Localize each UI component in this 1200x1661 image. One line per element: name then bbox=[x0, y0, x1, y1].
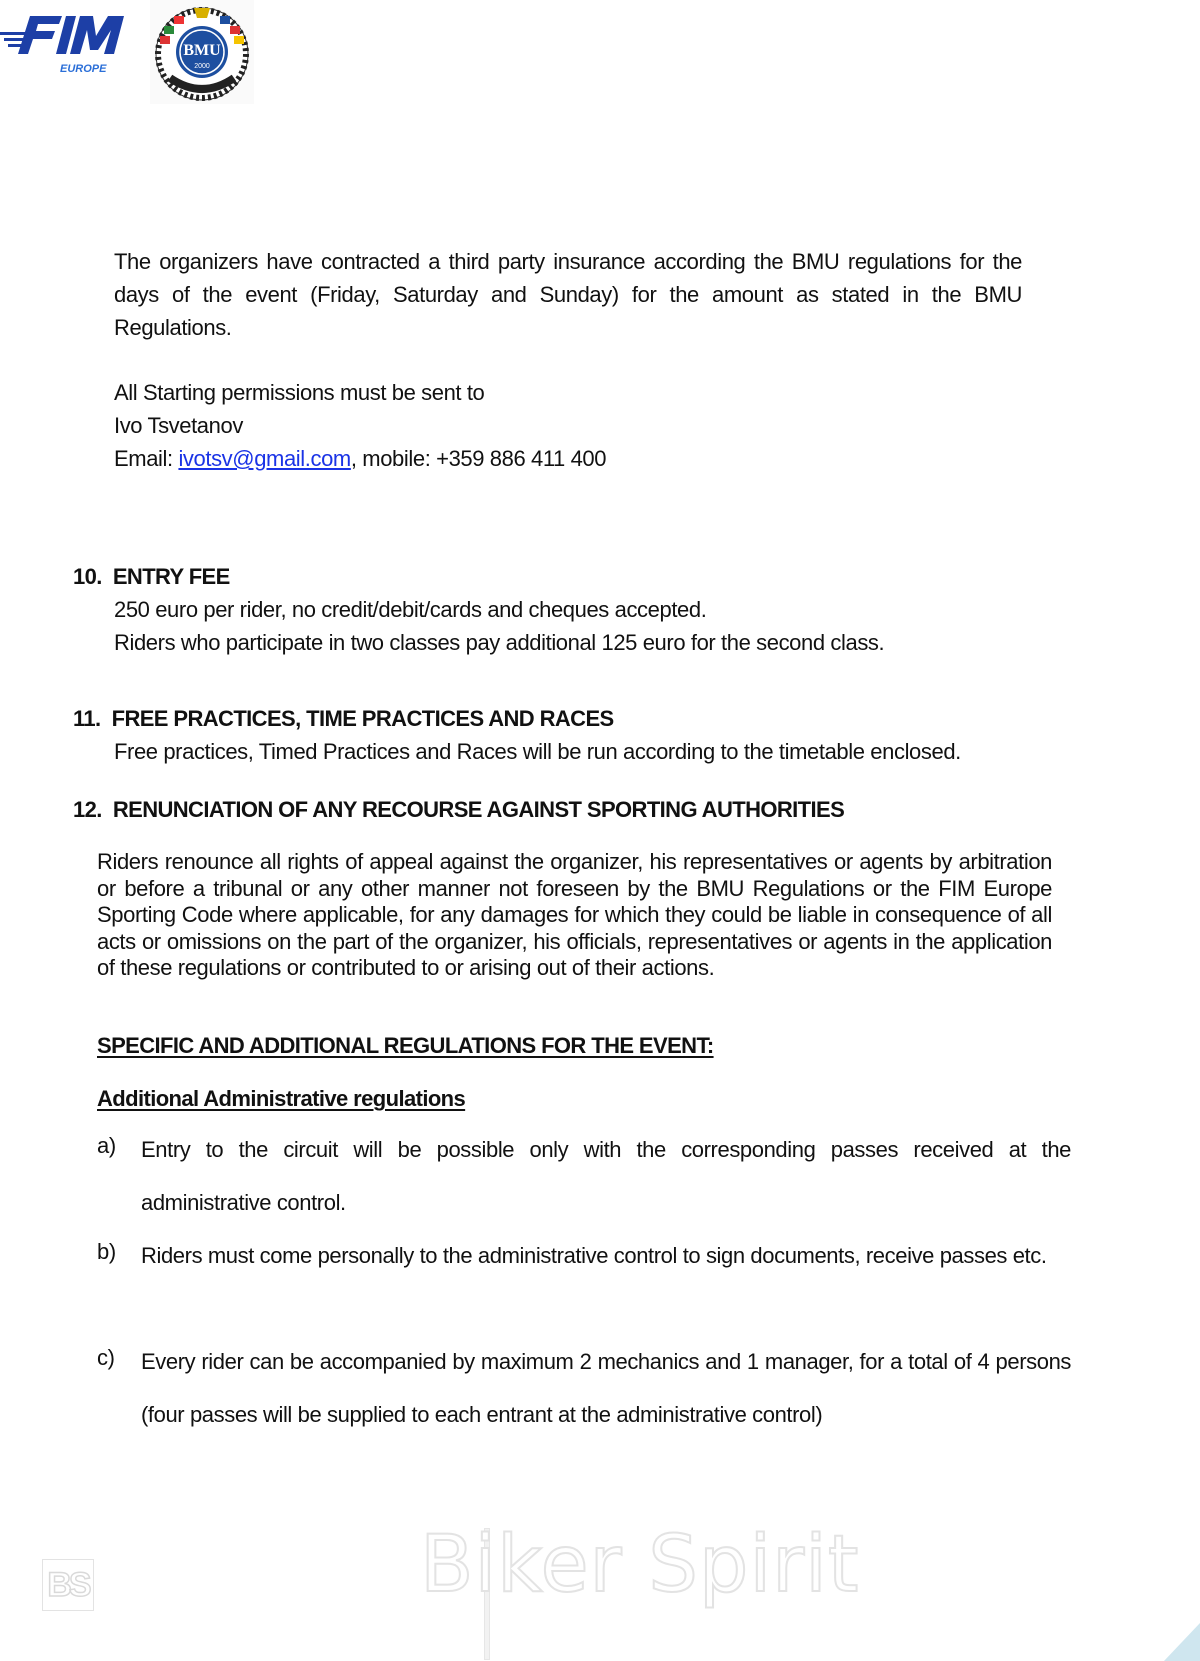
list-item-text: Every rider can be accompanied by maximum 2 mechanics and 1 manager, for a total of 4 persons (four passes will be supplied to each entrant at the administrative control) bbox=[141, 1349, 1071, 1427]
list-marker: c) bbox=[97, 1345, 115, 1370]
section-10-heading bbox=[73, 560, 230, 593]
mobile-text: , mobile: +359 886 411 400 bbox=[350, 446, 607, 471]
section-12-heading bbox=[73, 793, 844, 826]
practices-line: Free practices, Timed Practices and Races will be run according to the timetable enclosed. bbox=[114, 739, 961, 764]
svg-text:BMU: BMU bbox=[183, 42, 221, 59]
list-item bbox=[97, 1345, 1127, 1451]
entry-fee-line-1: 250 euro per rider, no credit/debit/cards and cheques accepted. bbox=[114, 597, 707, 622]
specific-regulations-title: SPECIFIC AND ADDITIONAL REGULATIONS FOR THE EVENT: bbox=[97, 1033, 714, 1058]
svg-text:EUROPE: EUROPE bbox=[60, 63, 107, 75]
fim-europe-logo bbox=[0, 10, 128, 78]
administrative-regulations-subtitle: Additional Administrative regulations bbox=[97, 1086, 466, 1111]
list-item bbox=[97, 1133, 1127, 1239]
section-number: 10. bbox=[73, 564, 102, 589]
entry-fee-line-2: Riders who participate in two classes pay additional 125 euro for the second class. bbox=[114, 630, 885, 655]
svg-text:2000: 2000 bbox=[194, 63, 210, 70]
section-number: 12. bbox=[73, 797, 102, 822]
section-title: ENTRY FEE bbox=[112, 564, 230, 589]
insurance-paragraph: The organizers have contracted a third party insurance according the BMU regulations for the days of the event (Friday, Saturday and Sunday) for the amount as stated in the BMU Regulations. bbox=[114, 249, 1022, 340]
bmu-logo bbox=[150, 0, 254, 104]
section-title: RENUNCIATION OF ANY RECOURSE AGAINST SPORTING AUTHORITIES bbox=[112, 797, 845, 822]
biker-spirit-watermark: Biker Spirit bbox=[420, 1520, 860, 1610]
section-number: 11. bbox=[73, 706, 101, 731]
section-title: FREE PRACTICES, TIME PRACTICES AND RACES bbox=[111, 706, 614, 731]
list-item bbox=[97, 1239, 1127, 1345]
section-11-heading bbox=[73, 702, 614, 735]
email-link[interactable]: ivotsv@gmail.com bbox=[178, 446, 351, 471]
list-marker: b) bbox=[97, 1239, 116, 1264]
renunciation-paragraph: Riders renounce all rights of appeal against the organizer, his representatives or agents by arbitration or before a tribunal or any other manner not foreseen by the BMU Regulations or the FIM Europe Sporting Code where applicable, for any damages for which they could be liable in consequence of all acts or omissions on the part of the organizer, his officials, representatives or agents in the application of these regulations or contributed to or arising out of their actions. bbox=[97, 849, 1052, 980]
list-item-text: Riders must come personally to the administrative control to sign documents, receive passes etc. bbox=[141, 1243, 1047, 1268]
contact-line bbox=[114, 442, 606, 475]
list-item-text: Entry to the circuit will be possible only with the corresponding passes received at the administrative control. bbox=[141, 1137, 1071, 1215]
contact-name: Ivo Tsvetanov bbox=[114, 413, 243, 438]
biker-spirit-mark-icon: BS bbox=[42, 1559, 94, 1611]
starting-permissions-line: All Starting permissions must be sent to bbox=[114, 380, 485, 405]
list-marker: a) bbox=[97, 1133, 116, 1158]
email-label: Email: bbox=[114, 446, 179, 471]
page-corner-decoration bbox=[1164, 1623, 1200, 1661]
